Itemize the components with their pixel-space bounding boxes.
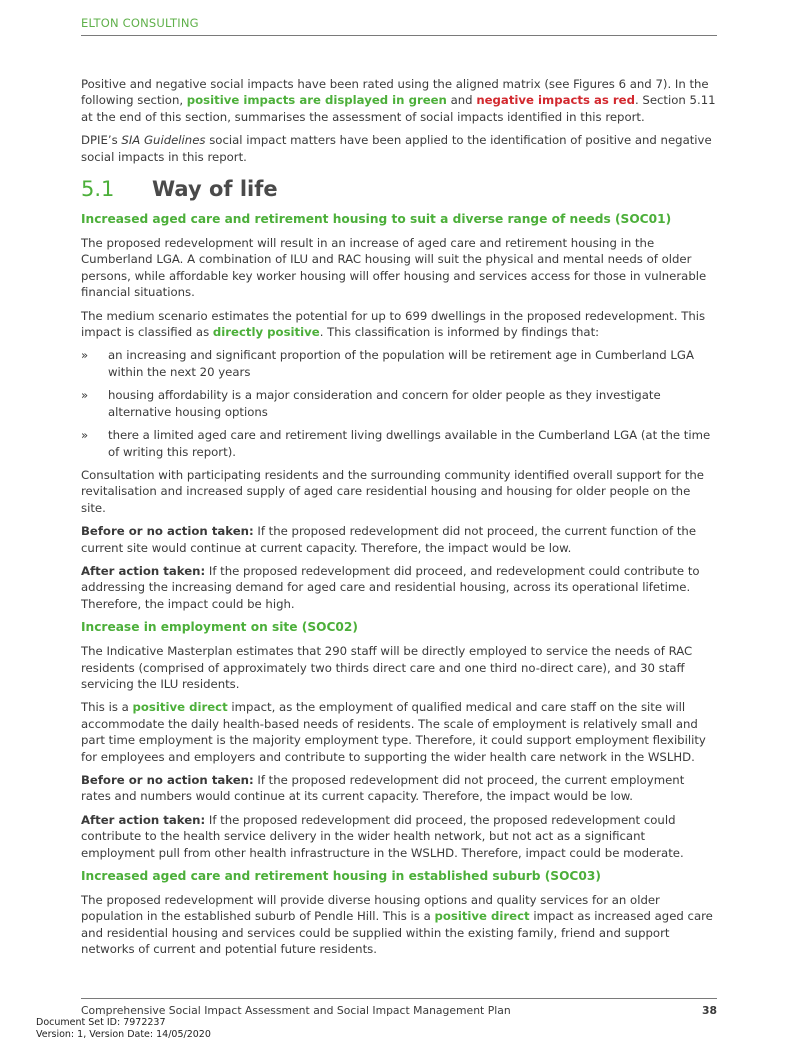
soc03-paragraph-1: The proposed redevelopment will provide diverse housing options and quality services for an older population in the established suburb of Pendle Hill. This is a positive direct impact as increased aged care and residential housing and services could be supplied within the existing family, friend and support networks of current and potential future residents. xyxy=(81,893,713,957)
list-item: » an increasing and significant proportion of the population will be retirement age in Cumberland LGA within the next 20 years xyxy=(81,348,694,379)
soc01-bullet-list xyxy=(81,347,717,459)
page-header xyxy=(81,16,717,36)
document-metadata xyxy=(36,1017,211,1041)
page-footer xyxy=(81,998,717,1017)
soc02-heading: Increase in employment on site (SOC02) xyxy=(81,620,358,635)
page-number: 38 xyxy=(701,1004,717,1017)
soc02-paragraph-2: This is a positive direct impact, as the employment of qualified medical and care staff on the site will accommodate the daily health-based needs of residents. The scale of employment is relatively small and part time employment is the majority employment type. Therefore, it could support employment flexibility for employees and employers and contribute to supporting the wider health care network in the WSLHD. xyxy=(81,700,706,764)
section-number: 5.1 xyxy=(81,177,115,202)
soc01-paragraph-2: The medium scenario estimates the potential for up to 699 dwellings in the proposed redevelopment. This impact is classified as directly positive. This classification is informed by findings that: xyxy=(81,308,706,340)
soc03-heading: Increased aged care and retirement housing in established suburb (SOC03) xyxy=(81,869,601,884)
intro-paragraph-1: Positive and negative social impacts have been rated using the aligned matrix (see Figures 6 and 7). In the following section, positive impacts are displayed in green and negative impacts as red. Section 5.11 at the end of this section, summarises the assessment of social impacts identified in this report. xyxy=(81,77,716,124)
after-label: After action taken: xyxy=(81,812,206,827)
document-version: Version: 1, Version Date: 14/05/2020 xyxy=(36,1029,211,1040)
italic-guidelines: SIA Guidelines xyxy=(121,133,206,148)
soc02-after: After action taken: If the proposed redevelopment did proceed, the proposed redevelopment could contribute to the health service delivery in the wider health network, but not act as a significant employment pull from other health infrastructure in the WSLHD. Therefore, impact could be moderate. xyxy=(81,812,684,860)
green-emphasis: positive direct xyxy=(132,700,228,715)
soc01-after: After action taken: If the proposed redevelopment did proceed, and redevelopment could contribute to addressing the increasing demand for aged care and residential housing, across its operational lifetime. Therefore, the impact could be high. xyxy=(81,563,700,611)
intro-paragraph-2: DPIE’s SIA Guidelines social impact matters have been applied to the identification of positive and negative social impacts in this report. xyxy=(81,133,712,164)
section-heading xyxy=(81,177,717,201)
list-item: » housing affordability is a major consideration and concern for older people as they investigate alternative housing options xyxy=(81,388,661,419)
after-label: After action taken: xyxy=(81,563,206,578)
soc02-before: Before or no action taken: If the proposed redevelopment did not proceed, the current employment rates and numbers would continue at its current capacity. Therefore, the impact would be low. xyxy=(81,773,685,804)
soc01-paragraph-1: The proposed redevelopment will result in an increase of aged care and retirement housing in the Cumberland LGA. A combination of ILU and RAC housing will suit the physical and mental needs of older persons, while affordable key worker housing will offer housing and services access for those in vulnerable financial situations. xyxy=(81,236,707,300)
list-item: » there a limited aged care and retirement living dwellings available in the Cumberland LGA (at the time of writing this report). xyxy=(81,428,711,459)
soc01-before: Before or no action taken: If the proposed redevelopment did not proceed, the current function of the current site would continue at current capacity. Therefore, the impact would be low. xyxy=(81,524,697,555)
before-label: Before or no action taken: xyxy=(81,773,254,787)
soc02-paragraph-1: The Indicative Masterplan estimates that 290 staff will be directly employed to service the needs of RAC residents (comprised of approximately two thirds direct care and one third no-direct care), and 30 staff servicing the ILU residents. xyxy=(81,644,693,691)
section-title: Way of life xyxy=(152,177,278,202)
red-emphasis: negative impacts as red xyxy=(476,93,635,108)
header-org: ELTON CONSULTING xyxy=(81,16,199,30)
footer-title: Comprehensive Social Impact Assessment and Social Impact Management Plan xyxy=(81,1004,511,1017)
bullet-symbol: » xyxy=(81,428,89,443)
soc01-heading: Increased aged care and retirement housing to suit a diverse range of needs (SOC01) xyxy=(81,212,672,227)
green-emphasis: positive direct xyxy=(434,909,530,924)
bullet-symbol: » xyxy=(81,388,89,403)
bullet-symbol: » xyxy=(81,348,89,363)
page-content xyxy=(81,76,717,965)
green-emphasis: directly positive xyxy=(212,325,320,340)
green-emphasis: positive impacts are displayed in green xyxy=(186,93,447,108)
soc01-paragraph-3: Consultation with participating residents and the surrounding community identified overall support for the revitalisation and increased supply of aged care residential housing and housing for older people on the site. xyxy=(81,467,704,515)
before-label: Before or no action taken: xyxy=(81,524,254,539)
document-set-id: Document Set ID: 7972237 xyxy=(36,1017,166,1028)
